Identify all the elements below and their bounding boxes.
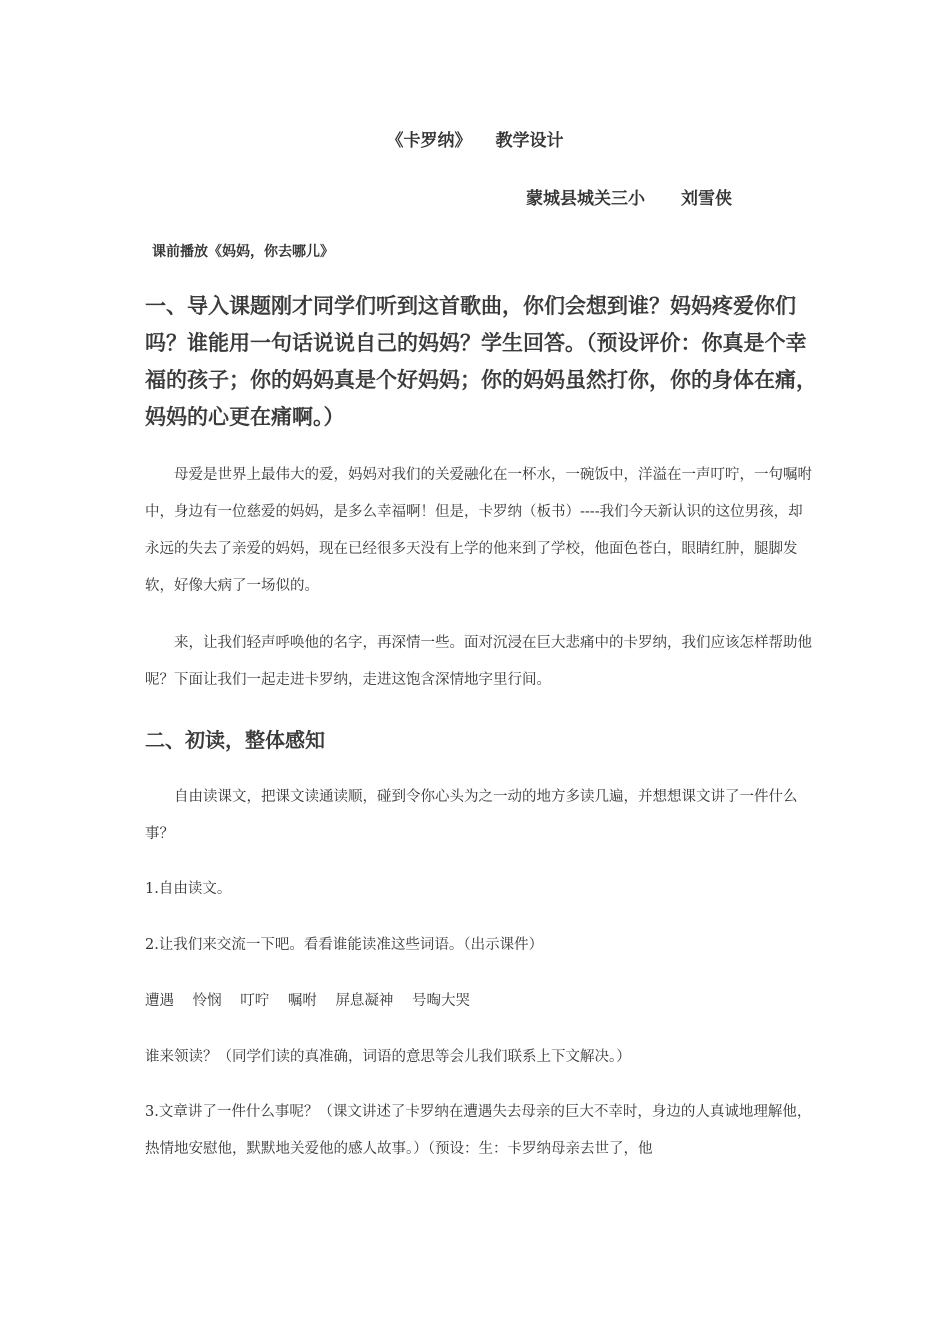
list-item-1: 1.自由读文。	[145, 881, 232, 897]
list-item-2: 2.让我们来交流一下吧。看看谁能读准这些词语。（出示课件）	[145, 937, 544, 953]
author-line	[526, 184, 732, 209]
title-book: 《卡罗纳》	[386, 131, 472, 151]
intro-part-a: 自由读课文，把课文读通读顺，	[174, 789, 377, 805]
author-name: 刘雪侠	[681, 189, 732, 209]
vocab-word: 叮咛	[240, 993, 270, 1009]
intro-part-c: 多读几遍，并想想课文讲了一件什么事？	[145, 789, 798, 842]
vocab-word: 怜悯	[192, 993, 222, 1009]
author-school: 蒙城县城关三小	[526, 189, 645, 209]
vocab-word: 号啕大哭	[412, 993, 471, 1009]
intro-highlight: 碰到令你心头为之一动的地方	[377, 789, 566, 805]
lead-read-line: 谁来领读？（同学们读的真准确，词语的意思等会儿我们联系上下文解决。）	[145, 1049, 631, 1065]
vocab-word: 遭遇	[145, 993, 174, 1009]
vocab-word: 屏息凝神	[335, 993, 394, 1009]
vocab-word: 嘱咐	[287, 993, 317, 1009]
section1-paragraph-1: 母爱是世界上最伟大的爱，妈妈对我们的关爱融化在一杯水，一碗饭中，洋溢在一声叮咛，一句嘱咐中，身边有一位慈爱的妈妈，是多么幸福啊！但是，卡罗纳（板书）----我们今天新认识的这位男孩，却永远的失去了亲爱的妈妈，现在已经很多天没有上学的他来到了学校，他面色苍白，眼睛红肿，腿脚发软，好像大病了一场似的。	[145, 467, 812, 594]
list-item-3: 3.文章讲了一件什么事呢？（课文讲述了卡罗纳在遭遇失去母亲的巨大不幸时，身边的人真诚地理解他，热情地安慰他，默默地关爱他的感人故事。）（预设：生：卡罗纳母亲去世了，他	[145, 1104, 812, 1157]
section2-intro	[145, 779, 813, 853]
document-title	[0, 126, 950, 151]
pre-class-note: 课前播放《妈妈，你去哪儿》	[152, 244, 334, 260]
vocab-list	[145, 983, 813, 1020]
section2-heading: 二、初读，整体感知	[145, 728, 325, 752]
section1-paragraph-2: 来，让我们轻声呼唤他的名字，再深情一些。面对沉浸在巨大悲痛中的卡罗纳，我们应该怎样帮助他呢？下面让我们一起走进卡罗纳，走进这饱含深情地字里行间。	[145, 635, 812, 688]
title-subtitle: 教学设计	[495, 131, 564, 151]
section1-heading: 一、导入课题刚才同学们听到这首歌曲，你们会想到谁？妈妈疼爱你们吗？谁能用一句话说说自己的妈妈？学生回答。（预设评价：你真是个幸福的孩子；你的妈妈真是个好妈妈；你的妈妈虽然打你，你的身体在痛，妈妈的心更在痛啊。）	[145, 294, 817, 429]
